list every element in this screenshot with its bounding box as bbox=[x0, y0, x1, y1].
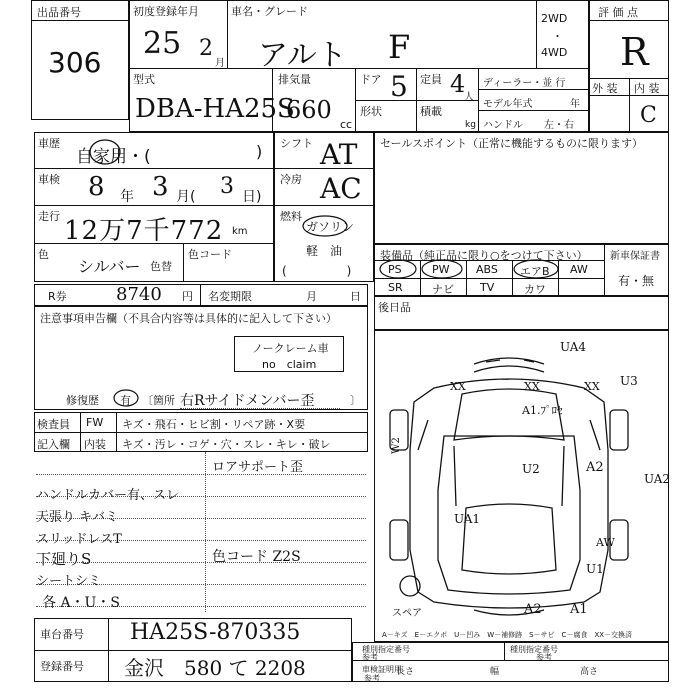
equip-tv: TV bbox=[480, 281, 495, 294]
kind-ref: 参考 bbox=[362, 653, 378, 662]
mileage-unit: km bbox=[232, 226, 248, 237]
remark-left-3: スリッドレスT bbox=[36, 532, 122, 547]
history-value: 自家用・( bbox=[76, 147, 151, 167]
mileage-value: 12万7千772 bbox=[64, 216, 224, 246]
name-change-month: 月 bbox=[306, 290, 317, 303]
ac-label: 冷房 bbox=[280, 173, 302, 186]
chassis-value: HA25S-870335 bbox=[130, 620, 301, 645]
remark-left-2: 天張り キバミ bbox=[36, 510, 119, 525]
fw-items: キズ・飛石・ヒビ割・リペア跡・X要 bbox=[122, 418, 306, 431]
fuel-paren: ( ) bbox=[282, 264, 352, 278]
disp-label: 排気量 bbox=[278, 73, 311, 86]
name-change-day: 日 bbox=[350, 290, 361, 303]
remark-left-1: ハンドルカバー有、スレ bbox=[36, 488, 180, 503]
label-a1-rear: A1 bbox=[570, 602, 588, 617]
label-a1-pro: A1.ﾌﾟﾛｾ bbox=[522, 404, 563, 417]
inspector-label: 検査員 bbox=[37, 418, 70, 431]
recycle-yen: 円 bbox=[182, 290, 193, 303]
shaken-day: 3 bbox=[220, 174, 234, 199]
recycle-amount: 8740 bbox=[116, 284, 162, 305]
equip-aw: AW bbox=[570, 263, 588, 276]
mileage-label: 走行 bbox=[38, 210, 60, 223]
shift-label: シフト bbox=[280, 137, 313, 150]
label-ua1: UA1 bbox=[454, 512, 481, 526]
car-name-label: 車名・グレード bbox=[231, 5, 308, 18]
year-unit: 年 bbox=[570, 99, 580, 110]
label-spare: スペア bbox=[392, 608, 422, 619]
model-value: DBA-HA25S bbox=[135, 94, 295, 124]
load-unit: kg bbox=[465, 120, 476, 130]
reg-label: 登録番号 bbox=[40, 660, 84, 673]
repair-label: 修復歴 bbox=[66, 394, 99, 407]
door-label: ドア bbox=[360, 73, 382, 86]
name-change-label: 名変期限 bbox=[208, 290, 252, 303]
fuel-diesel: 軽 油 bbox=[306, 244, 343, 258]
remark-left-4: 下廻りS bbox=[36, 550, 92, 568]
reg-value: 金沢 580 て 2208 bbox=[124, 656, 306, 680]
handle-options: 左・右 bbox=[544, 120, 574, 131]
model-label: 型式 bbox=[133, 73, 155, 86]
equip-airbag: エアB bbox=[520, 265, 550, 278]
shaken-month: 3 bbox=[152, 172, 169, 202]
notes-label: 注意事項申告欄（不具合内容等は具体的に記入して下さい） bbox=[40, 312, 337, 325]
remark-left-6: 各 A・U・S bbox=[42, 595, 120, 611]
kind-label: 種別指定番号 bbox=[362, 645, 410, 654]
shape-label: 形状 bbox=[360, 105, 382, 118]
interior-items: キズ・汚レ・コゲ・穴・スレ・キレ・破レ bbox=[122, 438, 331, 451]
interior-label: 内 装 bbox=[634, 82, 660, 95]
noclaim-jp: ノークレーム車 bbox=[252, 342, 329, 355]
shaken-year: 8 bbox=[88, 172, 105, 202]
first-reg-year: 25 bbox=[143, 26, 182, 61]
label-u2: U2 bbox=[522, 462, 540, 476]
label-aw: AW bbox=[596, 536, 615, 549]
color-label: 色 bbox=[38, 248, 49, 261]
repair-close: 〕 bbox=[350, 394, 361, 407]
fuel-label: 燃料 bbox=[280, 210, 302, 223]
equip-abs: ABS bbox=[476, 263, 498, 276]
shaken-day-unit: 日) bbox=[242, 189, 262, 205]
grade: F bbox=[388, 28, 411, 66]
chassis-label: 車台番号 bbox=[40, 628, 84, 641]
doors: 5 bbox=[390, 70, 408, 103]
width-label: 幅 bbox=[490, 667, 500, 677]
ac-value: AC bbox=[320, 172, 362, 205]
rating-value: R bbox=[620, 30, 649, 74]
history-label: 車歴 bbox=[38, 137, 60, 150]
label-a2-right: A2 bbox=[586, 460, 604, 475]
dealer-label: ディーラー・並 行 bbox=[483, 78, 566, 89]
color-value: シルバー bbox=[78, 257, 141, 276]
equip-sr: SR bbox=[388, 281, 403, 294]
load-label: 積載 bbox=[420, 105, 442, 118]
handle-label: ハンドル bbox=[483, 120, 523, 131]
label-xx-fc: XX bbox=[524, 380, 540, 393]
month-unit: 月 bbox=[215, 58, 225, 69]
rating-label: 評 価 点 bbox=[598, 6, 638, 19]
car-name: アルト bbox=[258, 38, 347, 73]
label-u3: U3 bbox=[620, 374, 638, 388]
fw-label: FW bbox=[86, 416, 104, 429]
remark-right-2: 色コード Z2S bbox=[212, 549, 301, 565]
length-label: 長さ bbox=[396, 667, 415, 677]
warranty-label: 新車保証書 bbox=[610, 251, 660, 262]
sales-point-label: セールスポイント（正常に機能するものに限ります） bbox=[380, 137, 644, 150]
warranty-value: 有・無 bbox=[618, 274, 655, 288]
capacity-unit: 人 bbox=[464, 92, 474, 103]
height-label: 高さ bbox=[580, 667, 599, 677]
shaken-month-unit: 月( bbox=[176, 189, 196, 205]
equip-pw: PW bbox=[432, 263, 450, 276]
equip-navi: ナビ bbox=[432, 283, 454, 296]
lot-number: 306 bbox=[48, 46, 102, 79]
shift-value: AT bbox=[320, 138, 358, 171]
kind-ref-2: 参考 bbox=[536, 653, 552, 662]
damage-legend: A－キズ E－エクボ U－凹み W－補修跡 S－サビ C－腐食 XX－交換済 bbox=[382, 631, 633, 639]
cert-ref: 参考 bbox=[364, 674, 380, 683]
drive-4wd: 4WD bbox=[541, 46, 568, 59]
capacity: 4 bbox=[450, 70, 466, 98]
noclaim-en: no claim bbox=[262, 358, 317, 371]
interior-label-2: 内装 bbox=[84, 438, 106, 451]
equip-leather: カワ bbox=[524, 283, 546, 296]
repair-location-label: 〔箇所 bbox=[142, 394, 175, 407]
label-w2: W2 bbox=[390, 437, 402, 454]
label-xx-fl: XX bbox=[450, 380, 466, 393]
equipment-label: 装備品（純正品に限り○をつけて下さい） bbox=[380, 249, 588, 262]
shaken-year-unit: 年 bbox=[120, 189, 134, 205]
equipment-circle-marks bbox=[378, 256, 608, 282]
equip-ps: PS bbox=[388, 263, 402, 276]
disp-unit: cc bbox=[340, 118, 353, 131]
kind-label-2: 種別指定番号 bbox=[510, 645, 558, 654]
color-change-label: 色替 bbox=[150, 260, 172, 273]
shaken-label: 車検 bbox=[38, 173, 60, 186]
first-reg-month: 2 bbox=[199, 36, 213, 61]
rear-item-box bbox=[374, 296, 669, 330]
remark-left-5: シートシミ bbox=[36, 574, 102, 589]
displacement: 660 bbox=[286, 96, 332, 124]
label-ua4: UA4 bbox=[560, 340, 587, 354]
fuel-gas: ガソリン bbox=[306, 220, 355, 234]
label-u1: U1 bbox=[586, 562, 604, 576]
model-year-label: モデル年式 bbox=[483, 99, 533, 110]
drive-2wd: 2WD bbox=[541, 12, 568, 25]
recycle-label: R券 bbox=[48, 290, 67, 303]
repair-location: 右Rサイドメンバー歪 bbox=[180, 393, 315, 409]
label-xx-fr: XX bbox=[584, 380, 600, 393]
repair-value: 有 bbox=[120, 394, 131, 407]
label-ua2: UA2 bbox=[644, 472, 671, 486]
record-label: 記入欄 bbox=[37, 438, 70, 451]
label-a2-rear: A2 bbox=[524, 602, 542, 617]
recycle-box bbox=[34, 284, 368, 306]
interior-grade: C bbox=[640, 103, 657, 128]
remark-right-1: ロアサポート歪 bbox=[212, 460, 304, 475]
lot-label: 出品番号 bbox=[37, 6, 81, 19]
cert-label: 車検証明用 bbox=[362, 665, 402, 674]
history-close: ) bbox=[256, 142, 263, 161]
rear-item-label: 後日品 bbox=[378, 301, 411, 314]
exterior-label: 外 装 bbox=[592, 82, 618, 95]
first-reg-label: 初度登録年月 bbox=[133, 5, 199, 18]
drive-dot: ・ bbox=[552, 30, 563, 43]
capacity-label: 定員 bbox=[420, 73, 442, 86]
color-code-label: 色コード bbox=[188, 248, 232, 261]
